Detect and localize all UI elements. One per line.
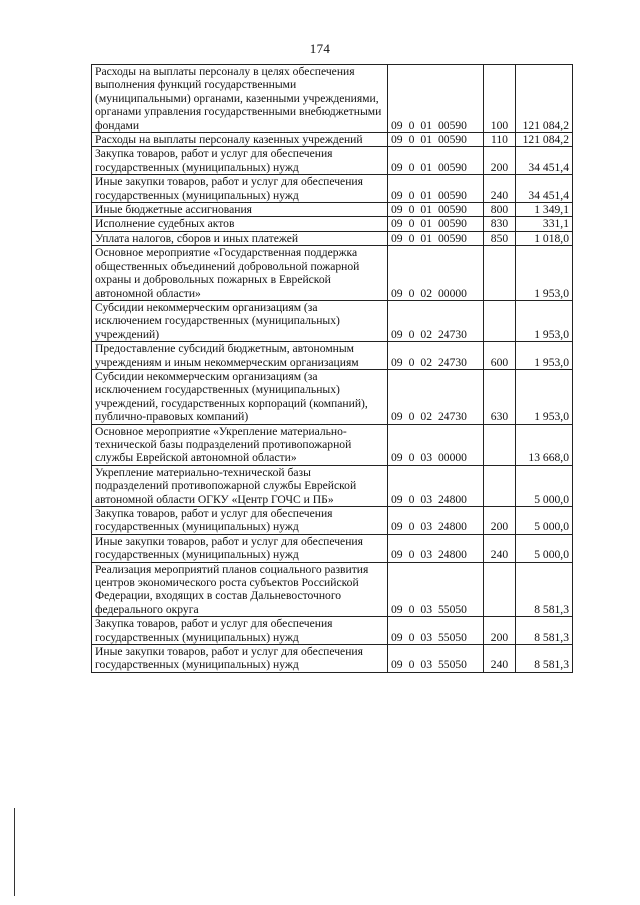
row-expense-type: 110: [484, 133, 516, 147]
row-target-code: 55050: [437, 630, 467, 644]
row-name: Иные закупки товаров, работ и услуг для обеспечения государственных (муниципальных) нужд: [92, 534, 388, 562]
row-section: 09: [391, 355, 403, 369]
row-target-code: 00590: [437, 160, 467, 174]
row-target-code: 00590: [437, 217, 467, 231]
row-expense-type: 100: [484, 65, 516, 133]
row-target-code: 55050: [437, 658, 467, 672]
row-expense-type: 240: [484, 175, 516, 203]
table-row: [92, 217, 573, 231]
table-row: [92, 534, 573, 562]
row-name: Иные закупки товаров, работ и услуг для обеспечения государственных (муниципальных) нужд: [92, 645, 388, 673]
row-amount: 8 581,3: [516, 617, 573, 645]
row-name: Уплата налогов, сборов и иных платежей: [92, 231, 388, 245]
row-subprogram: 01: [420, 118, 432, 132]
row-subprogram: 03: [420, 548, 432, 562]
row-section: 09: [391, 118, 403, 132]
row-program: 0: [408, 231, 415, 245]
row-name: Расходы на выплаты персоналу в целях обеспечения выполнения функций государственными (муниципальными) органами, казенными учреждениями, органами управления государственными внебюджетными фондами: [92, 65, 388, 133]
row-program: 0: [408, 118, 415, 132]
row-section: 09: [391, 327, 403, 341]
row-target-code: 00590: [437, 118, 467, 132]
row-name: Предоставление субсидий бюджетным, автономным учреждениям и иным некоммерческим организациям: [92, 342, 388, 370]
row-program: 0: [408, 520, 415, 534]
table-row: [92, 342, 573, 370]
row-subprogram: 02: [420, 410, 432, 424]
budget-table-body: [92, 65, 573, 673]
row-name: Иные бюджетные ассигнования: [92, 203, 388, 217]
row-code: [388, 424, 484, 465]
row-name: Укрепление материально-технической базы подразделений противопожарной службы Еврейской автономной области ОГКУ «Центр ГОЧС и ПБ»: [92, 465, 388, 506]
row-name: Основное мероприятие «Укрепление материально-технической базы подразделений противопожарной службы Еврейской автономной области»: [92, 424, 388, 465]
row-program: 0: [408, 451, 415, 465]
row-code: [388, 133, 484, 147]
row-target-code: 24800: [437, 548, 467, 562]
row-subprogram: 02: [420, 286, 432, 300]
row-section: 09: [391, 630, 403, 644]
row-program: 0: [408, 286, 415, 300]
row-amount: 121 084,2: [516, 133, 573, 147]
row-expense-type: [484, 562, 516, 617]
row-amount: 34 451,4: [516, 147, 573, 175]
row-code: [388, 175, 484, 203]
table-row: [92, 246, 573, 301]
row-target-code: 24800: [437, 492, 467, 506]
row-subprogram: 01: [420, 203, 432, 217]
table-row: [92, 147, 573, 175]
row-program: 0: [408, 203, 415, 217]
row-subprogram: 01: [420, 231, 432, 245]
row-code: [388, 300, 484, 341]
row-code: [388, 217, 484, 231]
row-section: 09: [391, 548, 403, 562]
row-subprogram: 03: [420, 492, 432, 506]
row-program: 0: [408, 410, 415, 424]
row-expense-type: 240: [484, 645, 516, 673]
row-name: Закупка товаров, работ и услуг для обеспечения государственных (муниципальных) нужд: [92, 147, 388, 175]
row-section: 09: [391, 602, 403, 616]
row-target-code: 00590: [437, 188, 467, 202]
row-amount: 8 581,3: [516, 562, 573, 617]
row-program: 0: [408, 160, 415, 174]
row-name: Закупка товаров, работ и услуг для обеспечения государственных (муниципальных) нужд: [92, 507, 388, 535]
row-subprogram: 01: [420, 188, 432, 202]
row-amount: 121 084,2: [516, 65, 573, 133]
table-row: [92, 465, 573, 506]
row-program: 0: [408, 630, 415, 644]
row-code: [388, 231, 484, 245]
table-row: [92, 133, 573, 147]
page-number: 174: [309, 41, 331, 56]
row-section: 09: [391, 451, 403, 465]
row-name: Субсидии некоммерческим организациям (за исключением государственных (муниципальных) учреждений, государственных корпораций (компаний), публично-правовых компаний): [92, 369, 388, 424]
row-target-code: 24730: [437, 327, 467, 341]
row-section: 09: [391, 520, 403, 534]
row-section: 09: [391, 133, 403, 147]
row-program: 0: [408, 133, 415, 147]
row-program: 0: [408, 327, 415, 341]
row-expense-type: 200: [484, 147, 516, 175]
row-program: 0: [408, 658, 415, 672]
row-section: 09: [391, 160, 403, 174]
row-name: Основное мероприятие «Государственная поддержка общественных объединений добровольной пожарной охраны и добровольных пожарных в Еврейской автономной области»: [92, 246, 388, 301]
row-section: 09: [391, 188, 403, 202]
row-target-code: 24730: [437, 355, 467, 369]
table-row: [92, 300, 573, 341]
row-amount: 331,1: [516, 217, 573, 231]
row-target-code: 24800: [437, 520, 467, 534]
row-amount: 1 953,0: [516, 300, 573, 341]
row-target-code: 00590: [437, 203, 467, 217]
row-amount: 8 581,3: [516, 645, 573, 673]
table-row: [92, 562, 573, 617]
row-target-code: 00590: [437, 231, 467, 245]
row-target-code: 55050: [437, 602, 467, 616]
row-expense-type: 200: [484, 507, 516, 535]
row-code: [388, 147, 484, 175]
row-subprogram: 03: [420, 602, 432, 616]
row-program: 0: [408, 355, 415, 369]
table-row: [92, 645, 573, 673]
row-target-code: 00000: [437, 286, 467, 300]
row-code: [388, 65, 484, 133]
table-row: [92, 65, 573, 133]
row-expense-type: 240: [484, 534, 516, 562]
row-code: [388, 342, 484, 370]
row-name: Расходы на выплаты персоналу казенных учреждений: [92, 133, 388, 147]
row-name: Субсидии некоммерческим организациям (за исключением государственных (муниципальных) учреждений): [92, 300, 388, 341]
row-amount: 34 451,4: [516, 175, 573, 203]
row-expense-type: [484, 424, 516, 465]
row-section: 09: [391, 203, 403, 217]
row-code: [388, 465, 484, 506]
row-expense-type: [484, 246, 516, 301]
row-expense-type: [484, 300, 516, 341]
row-code: [388, 507, 484, 535]
row-expense-type: 850: [484, 231, 516, 245]
row-code: [388, 617, 484, 645]
row-expense-type: [484, 465, 516, 506]
row-target-code: 00000: [437, 451, 467, 465]
row-subprogram: 01: [420, 160, 432, 174]
row-target-code: 24730: [437, 410, 467, 424]
row-expense-type: 830: [484, 217, 516, 231]
row-subprogram: 03: [420, 658, 432, 672]
row-subprogram: 01: [420, 217, 432, 231]
table-row: [92, 424, 573, 465]
row-amount: 13 668,0: [516, 424, 573, 465]
table-row: [92, 231, 573, 245]
row-code: [388, 246, 484, 301]
row-amount: 1 953,0: [516, 246, 573, 301]
row-amount: 1 349,1: [516, 203, 573, 217]
row-amount: 1 953,0: [516, 369, 573, 424]
row-program: 0: [408, 217, 415, 231]
row-expense-type: 630: [484, 369, 516, 424]
row-subprogram: 03: [420, 520, 432, 534]
row-code: [388, 203, 484, 217]
row-section: 09: [391, 410, 403, 424]
row-expense-type: 600: [484, 342, 516, 370]
table-row: [92, 369, 573, 424]
row-expense-type: 800: [484, 203, 516, 217]
table-row: [92, 617, 573, 645]
row-code: [388, 645, 484, 673]
row-amount: 1 953,0: [516, 342, 573, 370]
margin-line: [14, 808, 15, 896]
row-program: 0: [408, 602, 415, 616]
row-program: 0: [408, 548, 415, 562]
row-section: 09: [391, 658, 403, 672]
row-name: Иные закупки товаров, работ и услуг для обеспечения государственных (муниципальных) нужд: [92, 175, 388, 203]
row-target-code: 00590: [437, 133, 467, 147]
row-name: Реализация мероприятий планов социального развития центров экономического роста субъектов Российской Федерации, входящих в состав Дальневосточного федерального округа: [92, 562, 388, 617]
row-subprogram: 03: [420, 451, 432, 465]
row-section: 09: [391, 217, 403, 231]
row-code: [388, 534, 484, 562]
row-amount: 5 000,0: [516, 465, 573, 506]
row-section: 09: [391, 231, 403, 245]
row-name: Исполнение судебных актов: [92, 217, 388, 231]
row-program: 0: [408, 492, 415, 506]
row-subprogram: 02: [420, 355, 432, 369]
table-row: [92, 203, 573, 217]
row-name: Закупка товаров, работ и услуг для обеспечения государственных (муниципальных) нужд: [92, 617, 388, 645]
row-code: [388, 562, 484, 617]
row-subprogram: 01: [420, 133, 432, 147]
row-amount: 5 000,0: [516, 534, 573, 562]
row-code: [388, 369, 484, 424]
row-amount: 1 018,0: [516, 231, 573, 245]
table-row: [92, 175, 573, 203]
row-subprogram: 02: [420, 327, 432, 341]
table-row: [92, 507, 573, 535]
row-program: 0: [408, 188, 415, 202]
row-expense-type: 200: [484, 617, 516, 645]
row-subprogram: 03: [420, 630, 432, 644]
row-amount: 5 000,0: [516, 507, 573, 535]
row-section: 09: [391, 286, 403, 300]
row-section: 09: [391, 492, 403, 506]
budget-table: [91, 64, 573, 673]
